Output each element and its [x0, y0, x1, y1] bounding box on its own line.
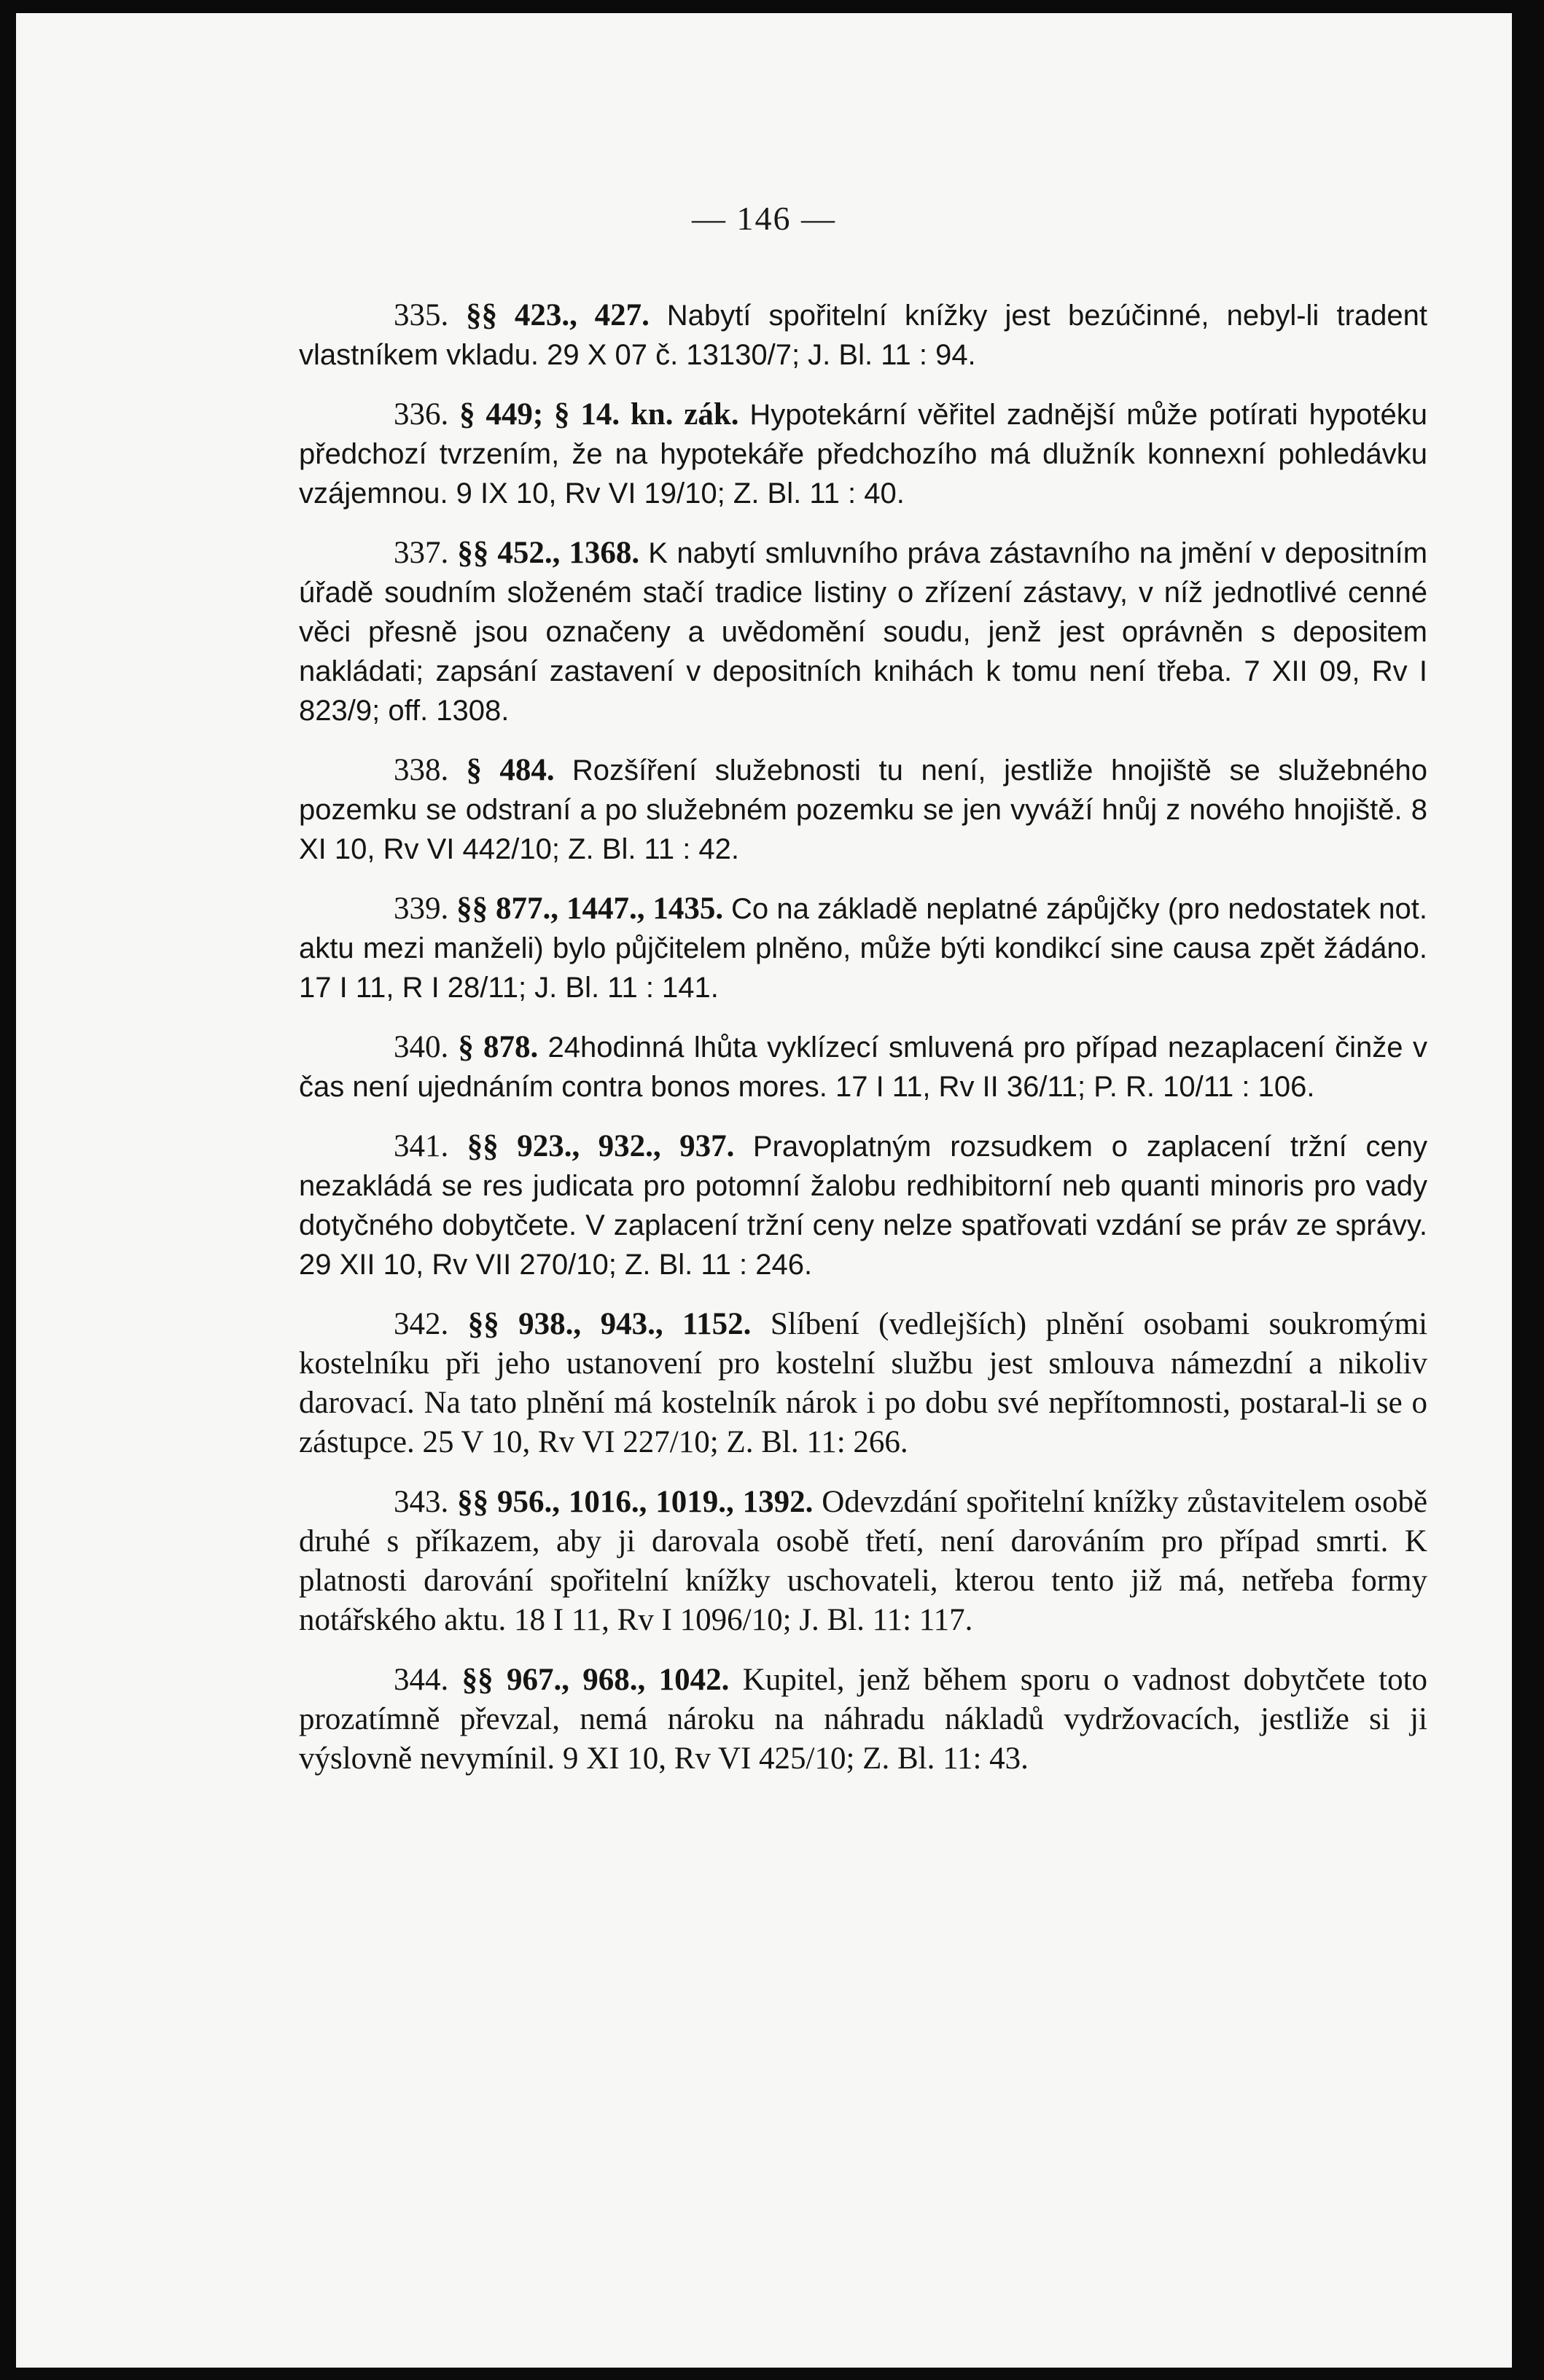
entry-text: Slíbení (vedlejších) plnění osobami soukromými kostelníku při jeho ustanovení pro kostelní službu jest smlouva námezdní a nikoliv darovací. Na tato plnění má kostelník nárok i po dobu své nepřítomnosti, postaral-li se o zástupce. 25 V 10, Rv VI 227/10; Z. Bl. 11: 266.	[299, 1307, 1428, 1459]
entry-refs: § 484.	[466, 753, 555, 787]
entry-number: 342.	[394, 1307, 449, 1341]
entry-number: 338.	[394, 753, 449, 787]
entry-refs: §§ 423., 427.	[466, 298, 650, 332]
page-number: — 146 —	[692, 200, 836, 237]
entry-number: 336.	[394, 397, 449, 432]
entry-refs: §§ 967., 968., 1042.	[461, 1663, 730, 1697]
entry-refs: §§ 923., 932., 937.	[467, 1129, 735, 1163]
entry-number: 343.	[394, 1485, 449, 1519]
entry-text: Kupitel, jenž během sporu o vadnost dobytčete toto prozatímně převzal, nemá nároku na náhradu nákladů vydržovacích, jestliže si ji výslovně nevymínil. 9 XI 10, Rv VI 425/10; Z. Bl. 11: 43.	[299, 1663, 1428, 1776]
entry-text: Pravoplatným rozsudkem o zaplacení tržní ceny nezakládá se res judicata pro potomní žalobu redhibitorní neb quanti minoris pro vady dotyčného dobytčete. V zaplacení tržní ceny nelze spatřovati vzdání se práv ze správy. 29 XII 10, Rv VII 270/10; Z. Bl. 11 : 246.	[299, 1131, 1428, 1281]
entry-342	[299, 1305, 1427, 1462]
book-page	[16, 13, 1512, 2368]
entry-340	[299, 1028, 1427, 1107]
entry-refs: § 449; § 14. kn. zák.	[459, 397, 739, 432]
entry-text: 24hodinná lhůta vyklízecí smluvená pro případ nezaplacení činže v čas není ujednáním contra bonos mores. 17 I 11, Rv II 36/11; P. R. 10/11 : 106.	[299, 1031, 1428, 1103]
entry-text: Rozšíření služebnosti tu není, jestliže hnojiště se služebného pozemku se odstraní a po služebném pozemku se jen vyváží hnůj z nového hnojiště. 8 XI 10, Rv VI 442/10; Z. Bl. 11 : 42.	[299, 754, 1428, 865]
entry-refs: §§ 452., 1368.	[457, 536, 640, 570]
entry-refs: § 878.	[458, 1030, 539, 1064]
entry-338	[299, 751, 1427, 869]
entry-text: Hypotekární věřitel zadnější může potírati hypotéku předchozí tvrzením, že na hypotekáře předchozího má dlužník konnexní pohledávku vzájemnou. 9 IX 10, Rv VI 19/10; Z. Bl. 11 : 40.	[299, 399, 1428, 510]
entry-341	[299, 1127, 1427, 1284]
entry-337	[299, 534, 1427, 730]
entry-text: Odevzdání spořitelní knížky zůstavitelem osobě druhé s příkazem, aby ji darovala osobě třetí, není darováním pro případ smrti. K platnosti darování spořitelní knížky uschovateli, kterou tento již má, netřeba formy notářského aktu. 18 I 11, Rv I 1096/10; J. Bl. 11: 117.	[299, 1485, 1428, 1637]
entry-refs: §§ 877., 1447., 1435.	[456, 891, 724, 926]
entry-number: 337.	[394, 536, 449, 570]
entry-number: 340.	[394, 1030, 449, 1064]
entry-refs: §§ 956., 1016., 1019., 1392.	[457, 1485, 814, 1519]
page-content	[299, 296, 1427, 1799]
entry-344	[299, 1661, 1427, 1779]
entry-text: K nabytí smluvního práva zástavního na jmění v depositním úřadě soudním složeném stačí tradice listiny o zřízení zástavy, v níž jednotlivé cenné věci přesně jsou označeny a uvědomění soudu, jenž jest oprávněn s depositem nakládati; zapsání zastavení v depositních knihách k tomu není třeba. 7 XII 09, Rv I 823/9; off. 1308.	[299, 537, 1428, 727]
entry-text: Nabytí spořitelní knížky jest bezúčinné, nebyl-li tradent vlastníkem vkladu. 29 X 07 č. 13130/7; J. Bl. 11 : 94.	[299, 300, 1428, 371]
entry-336	[299, 395, 1427, 513]
entry-refs: §§ 938., 943., 1152.	[467, 1307, 752, 1341]
entry-339	[299, 889, 1427, 1007]
entry-text: Co na základě neplatné zápůjčky (pro nedostatek not. aktu mezi manželi) bylo půjčitelem plněno, může býti kondikcí sine causa zpět žádáno. 17 I 11, R I 28/11; J. Bl. 11 : 141.	[299, 893, 1428, 1004]
entry-number: 341.	[394, 1129, 449, 1163]
entry-number: 339.	[394, 891, 449, 926]
entry-335	[299, 296, 1427, 375]
entry-number: 335.	[394, 298, 449, 332]
entry-number: 344.	[394, 1663, 449, 1697]
entry-343	[299, 1483, 1427, 1640]
